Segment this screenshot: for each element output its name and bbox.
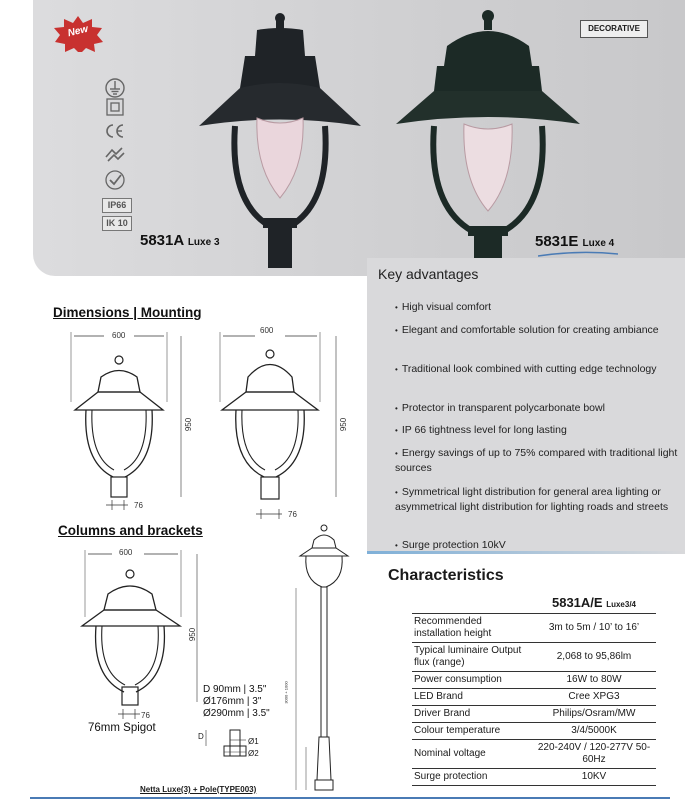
characteristics-title: Characteristics [388,567,504,584]
spec-label: Colour temperature [412,723,532,740]
column-width-label: 600 [119,548,133,557]
table-row [412,706,656,723]
spigot-spec-list [203,684,270,720]
ce-mark-icon [102,119,128,143]
eac-mark-icon [102,143,128,167]
pole-drawing [283,522,358,792]
advantage-item: • Energy savings of up to 75% compared with traditional light sources [395,447,678,474]
category-tag: DECORATIVE [580,20,648,38]
spec-value: 220-240V / 120-277V 50-60Hz [532,740,656,769]
pole-height-label: 3000 + 1000 [283,681,289,704]
spec-label: Driver Brand [412,706,532,723]
ip-rating-badge: IP66 [102,198,132,213]
spec-label: Recommended installation height [412,614,532,643]
column-spigot-label: 76 [141,711,150,720]
spec-value: 10KV [532,769,656,786]
spec-label: LED Brand [412,689,532,706]
column-height-label: 950 [188,627,198,642]
class-ii-icon [102,95,128,119]
spigot-spec-d: D 90mm | 3.5" [203,684,267,695]
spec-value: 3m to 5m / 10’ to 16’ [532,614,656,643]
lamp-5831a-image [195,8,365,270]
spigot-label-a: 76 [134,501,143,510]
advantage-item: • Protector in transparent polycarbonate bowl [395,402,605,414]
model-label-5831e: 5831E Luxe 4 [535,233,615,250]
table-row [412,740,656,769]
advantage-item: • IP 66 tightness level for long lasting [395,424,567,436]
characteristics-table [412,595,656,786]
spec-label: Nominal voltage [412,740,532,769]
advantage-item: • Elegant and comfortable solution for creating ambiance [395,324,659,336]
advantage-item: • High visual comfort [395,301,492,313]
advantage-item: • Surge protection 10kV [395,539,506,551]
table-row [412,723,656,740]
detail-label-o1: Ø1 [248,737,259,746]
spigot-caption: 76mm Spigot [88,722,156,734]
lamp-5831e-image [392,6,584,270]
spec-label: Typical luminaire Output flux (range) [412,643,532,672]
spec-value: Philips/Osram/MW [532,706,656,723]
table-header-row [412,595,656,614]
detail-label-o2: Ø2 [248,749,259,758]
ik-rating-badge: IK 10 [102,216,132,231]
new-badge-label: New [66,23,90,40]
spigot-label-e: 76 [288,510,297,519]
advantage-item: • Symmetrical light distribution for general area lighting or asymmetrical light distribution for lighting roads and streets [395,486,669,513]
dimensions-title: Dimensions | Mounting [53,305,202,320]
footer-accent-line [30,797,670,799]
width-label-e: 600 [260,326,274,335]
spec-value: Cree XPG3 [532,689,656,706]
model-label-5831a: 5831A Luxe 3 [140,232,220,249]
pole-caption: Netta Luxe(3) + Pole(TYPE003) [140,785,257,794]
swoosh-decoration [538,250,618,258]
table-row [412,643,656,672]
key-advantages-title: Key advantages [378,266,479,282]
spigot-spec-o2: Ø290mm | 3.5" [203,708,270,719]
rohs-check-icon [102,168,128,192]
spec-label: Power consumption [412,672,532,689]
spec-label: Surge protection [412,769,532,786]
table-row [412,672,656,689]
table-row [412,614,656,643]
dimension-drawings [68,322,358,522]
table-row [412,689,656,706]
height-label-e: 950 [339,417,349,432]
panel-accent-line [367,551,685,554]
spec-value: 3/4/5000K [532,723,656,740]
model-header: 5831A/E Luxe3/4 [532,595,656,614]
spec-value: 2,068 to 95,86lm [532,643,656,672]
advantage-item: • Traditional look combined with cutting edge technology [395,363,657,375]
columns-title: Columns and brackets [58,523,203,538]
spigot-spec-o1: Ø176mm | 3" [203,696,262,707]
spec-value: 16W to 80W [532,672,656,689]
height-label-a: 950 [184,417,194,432]
width-label-a: 600 [112,331,126,340]
table-row [412,769,656,786]
detail-label-d: D [198,732,204,741]
